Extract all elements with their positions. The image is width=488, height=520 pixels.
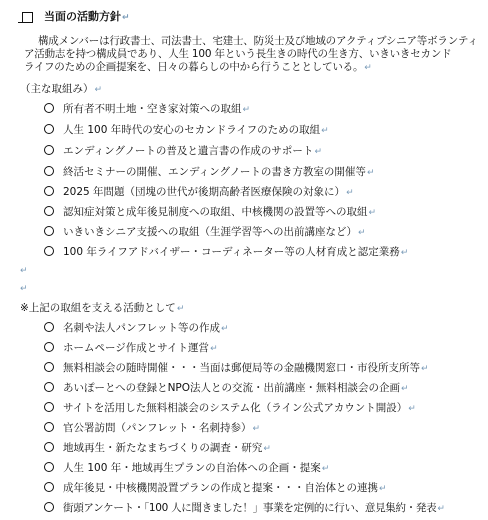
list-item: いきいきシニア支援への取組（生涯学習等への出前講座など）↵ xyxy=(44,226,366,240)
intro-line: ア活動志を持つ構成員であり、人生 100 年という長生きの時代の生き方、いきいきセカンド xyxy=(24,48,452,60)
paragraph-mark-icon: ↵ xyxy=(20,266,28,276)
empty-paragraph xyxy=(19,282,28,296)
circle-bullet-icon xyxy=(44,382,54,392)
paragraph-mark-icon: ↵ xyxy=(364,63,372,73)
paragraph-mark-icon: ↵ xyxy=(94,85,103,95)
list-item: サイトを活用した無料相談会のシステム化（ライン公式アカウント開設）↵ xyxy=(44,402,416,416)
circle-bullet-icon xyxy=(44,124,54,134)
list-item: 成年後見・中核機関設置プランの作成と提案・・・自治体との連携↵ xyxy=(44,482,387,496)
paragraph-mark-icon: ↵ xyxy=(20,284,28,294)
intro-line: 構成メンバーは行政書士、司法書士、宅建士、防災士及び地域のアクティブシニア等ボランティ xyxy=(38,35,478,47)
list-item: 所有者不明土地・空き家対策への取組↵ xyxy=(44,103,250,117)
circle-bullet-icon xyxy=(44,482,54,492)
circle-bullet-icon xyxy=(44,166,54,176)
circle-bullet-icon xyxy=(44,145,54,155)
empty-paragraph xyxy=(19,264,28,278)
list-item: 街頭アンケート・「100 人に聞きました！」事業を定例的に行い、意見集約・発表↵ xyxy=(44,502,445,516)
list-item: 地域再生・新たなまちづくりの調査・研究↵ xyxy=(44,442,271,456)
circle-bullet-icon xyxy=(44,502,54,512)
paragraph-mark-icon: ↵ xyxy=(122,13,130,23)
list-item: 官公署訪問（パンフレット・名刺持参）↵ xyxy=(44,422,260,436)
circle-bullet-icon xyxy=(44,422,54,432)
list-item: 2025 年問題（団塊の世代が後期高齢者医療保険の対象に）↵ xyxy=(44,186,354,200)
circle-bullet-icon xyxy=(44,226,54,236)
circle-bullet-icon xyxy=(44,402,54,412)
list-item: エンディングノートの普及と遺言書の作成のサポート↵ xyxy=(44,145,322,159)
heading-underline xyxy=(18,22,32,23)
list-item: 人生 100 年時代の安心のセカンドライフのための取組↵ xyxy=(44,124,329,138)
circle-bullet-icon xyxy=(44,342,54,352)
circle-bullet-icon xyxy=(44,186,54,196)
circle-bullet-icon xyxy=(44,462,54,472)
circle-bullet-icon xyxy=(44,103,54,113)
main-efforts-label: （主な取組み）↵ xyxy=(20,83,103,95)
paragraph-mark-icon: ↵ xyxy=(176,304,185,314)
circle-bullet-icon xyxy=(44,206,54,216)
list-item: 名刺や法人パンフレット等の作成↵ xyxy=(44,322,229,336)
circle-bullet-icon xyxy=(44,246,54,256)
list-item: 人生 100 年・地域再生プランの自治体への企画・提案↵ xyxy=(44,462,329,476)
list-item: ホームページ作成とサイト運営↵ xyxy=(44,342,218,356)
circle-bullet-icon xyxy=(44,362,54,372)
section-title: 当面の活動方針 xyxy=(44,10,121,23)
list-item: 100 年ライフアドバイザー・コーディネーター等の人材育成と認定業務↵ xyxy=(44,246,408,260)
circle-bullet-icon xyxy=(44,322,54,332)
list-item: 終活セミナーの開催、エンディングノートの書き方教室の開催等↵ xyxy=(44,166,374,180)
circle-bullet-icon xyxy=(44,442,54,452)
list-item: あいぽーとへの登録とNPO法人との交流・出前講座・無料相談会の企画↵ xyxy=(44,382,409,396)
intro-line: ライフのための企画提案を、日々の暮らしの中から行うこととしている。↵ xyxy=(24,61,372,73)
support-activities-label: ※上記の取組を支える活動として↵ xyxy=(20,302,185,314)
list-item: 無料相談会の随時開催・・・当面は郵便局等の金融機関窓口・市役所支所等↵ xyxy=(44,362,429,376)
section-heading xyxy=(44,10,130,25)
list-item: 認知症対策と成年後見制度への取組、中核機関の設置等への取組↵ xyxy=(44,206,376,220)
